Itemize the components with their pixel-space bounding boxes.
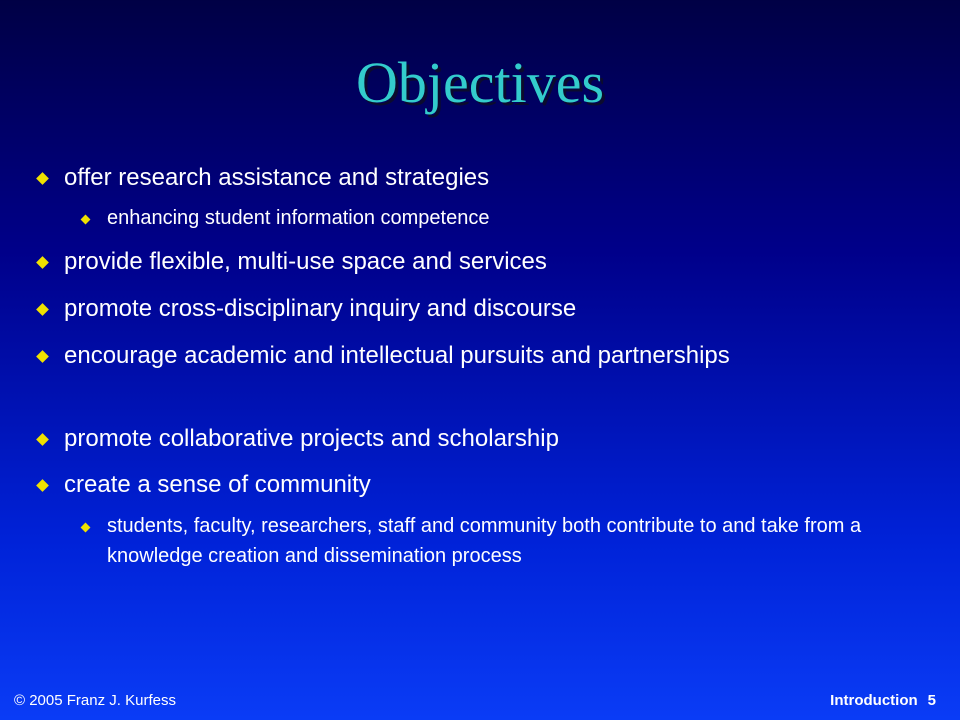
bullet-text: offer research assistance and strategies — [64, 164, 490, 191]
section-label: Introduction — [830, 692, 918, 709]
diamond-bullet-icon — [36, 433, 49, 446]
bullet-text: create a sense of community — [64, 471, 371, 498]
sub-bullet-item — [80, 203, 935, 233]
bullet-item — [36, 338, 816, 374]
bullet-item — [36, 291, 916, 327]
diamond-bullet-icon — [81, 215, 91, 225]
slide-number-footer — [830, 692, 936, 710]
diamond-bullet-icon — [36, 479, 49, 492]
sub-bullet-item — [80, 511, 940, 571]
bullet-item — [36, 421, 916, 457]
copyright-footer: © 2005 Franz J. Kurfess — [14, 692, 176, 709]
bullet-text: promote collaborative projects and scholarship — [64, 425, 559, 452]
diamond-bullet-icon — [36, 256, 49, 269]
page-number: 5 — [927, 692, 936, 709]
bullet-text: provide flexible, multi-use space and services — [64, 248, 547, 275]
bullet-item — [36, 467, 916, 503]
slide-title: Objectives — [355, 50, 605, 115]
bullet-item — [36, 160, 916, 196]
bullet-text: enhancing student information competence — [107, 207, 490, 229]
bullet-text: students, faculty, researchers, staff and community both contribute to and take from a knowledge creation and dissemination process — [107, 515, 862, 567]
diamond-bullet-icon — [36, 172, 49, 185]
diamond-bullet-icon — [81, 523, 91, 533]
bullet-text: promote cross-disciplinary inquiry and discourse — [64, 295, 577, 322]
diamond-bullet-icon — [36, 303, 49, 316]
bullet-item — [36, 244, 916, 280]
diamond-bullet-icon — [36, 350, 49, 363]
bullet-text: encourage academic and intellectual pursuits and partnerships — [64, 342, 730, 369]
